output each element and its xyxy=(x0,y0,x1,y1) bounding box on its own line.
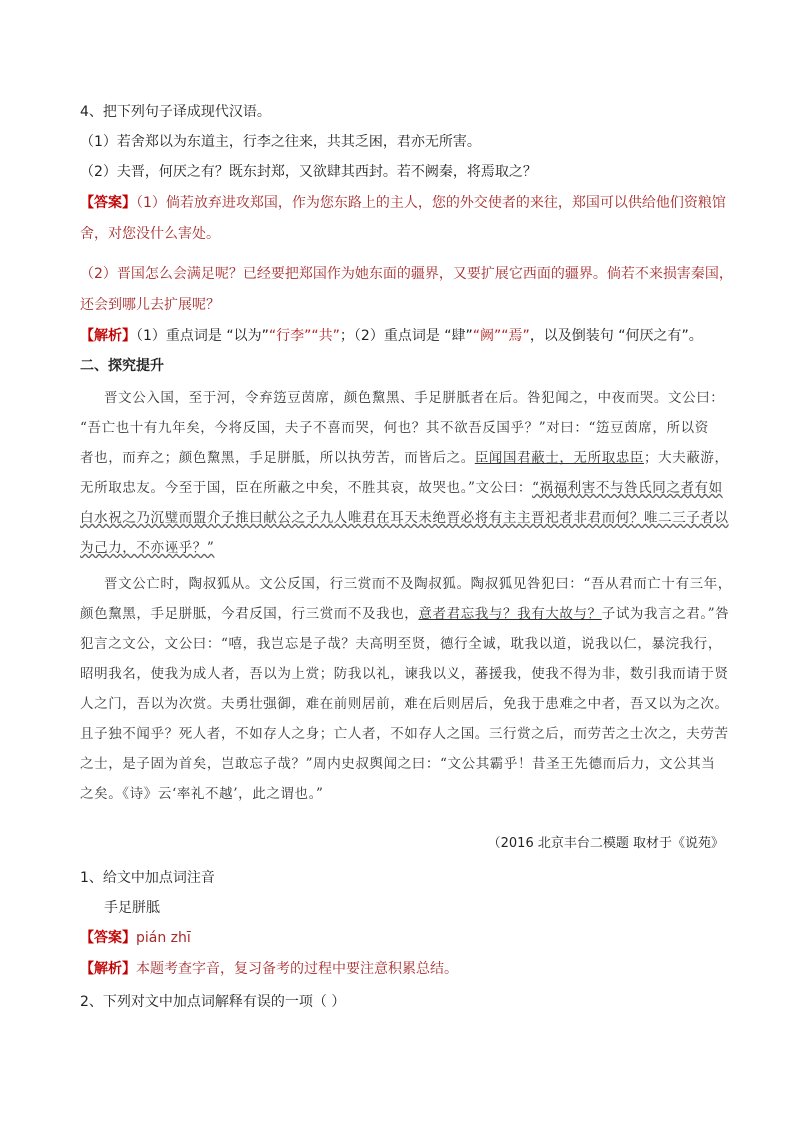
passage-line: “吾亡也十有九年矣，今将反国，夫子不喜而哭，何也？其不欲吾反国乎？”对曰：“笾豆茵席，所以资 xyxy=(80,420,709,436)
passage-line: 晋文公入国，至于河，令弃笾豆茵席，颜色黧黑、手足胼胝者在后。咎犯闻之，中夜而哭。文公曰： xyxy=(104,390,725,406)
passage-line: 人之门，吾以为次赏。夫勇壮强御，难在前则居前，难在后则居后，免我于患难之中者，吾又以为之次。 xyxy=(80,696,729,712)
question-4-analysis xyxy=(80,326,724,346)
analysis-part-2: ；（2）重点词是 “肆” xyxy=(339,328,473,344)
analysis-keyword-1: “行李” xyxy=(268,328,312,344)
passage-underlined-text: 意者君忘我与？我有大故与？ xyxy=(418,606,602,622)
answer-text: （1）倘若放弃进攻郑国，作为您东路上的主人，您的外交使者的来往，郑国可以供给他们资粮馆 xyxy=(136,195,726,211)
passage-line: 之矣。《诗》云‘率礼不越’，此之谓也。” xyxy=(80,786,324,802)
passage-text: 者也，而弃之；颜色黧黑，手足胼胝，所以执劳苦，而皆后之。 xyxy=(80,450,475,466)
analysis-part-3: ，以及倒装句 “何厌之有”。 xyxy=(529,328,703,344)
passage-wavy-underlined-text: 为己力，不亦诬乎？” xyxy=(80,540,215,556)
passage-line: 且子独不闻乎？死人者，不如存人之身；亡人者，不如存人之国。三行赏之后，而劳苦之士次之，夫劳苦 xyxy=(80,726,729,742)
passage-line xyxy=(80,538,724,558)
passage-line: 之士，是子固为首矣，岂敢忘子哉？”周内史叔舆闻之曰：“文公其霸乎！昔圣王先德而后力，文公其当 xyxy=(80,756,716,772)
answer-text: pián zhī xyxy=(136,930,191,946)
question-1-analysis xyxy=(80,959,724,979)
question-1-answer xyxy=(80,928,724,948)
section-2-heading: 二、探究提升 xyxy=(80,358,164,374)
passage-wavy-underlined-text: “祸福利害不与咎氏同之者有如 xyxy=(531,480,723,496)
question-2-title: 2、下列对文中加点词解释有误的一项（ ） xyxy=(80,994,346,1010)
question-1-word: 手足胼胝 xyxy=(104,900,160,916)
question-4-answer-line-3: （2）晋国怎么会满足呢？已经要把郑国作为她东面的疆界，又要扩展它西面的疆界。倘若不来损害秦国， xyxy=(80,266,733,282)
passage-line xyxy=(80,448,729,468)
question-4-sentence-2: （2）夫晋，何厌之有？既东封郑，又欲肆其西封。若不阙秦，将焉取之？ xyxy=(80,164,537,180)
question-1-title: 1、给文中加点词注音 xyxy=(80,870,215,886)
question-4-answer-line-1 xyxy=(80,193,724,213)
passage-line: 昭明我名，使我为成人者，吾以为上赏；防我以礼，谏我以义，蕃援我，使我不得为非，数引我而请于贤 xyxy=(80,666,729,682)
passage-line xyxy=(80,604,730,624)
analysis-keyword-2: “共” xyxy=(311,328,340,344)
passage-source: （2016 北京丰台二模题 取材于《说苑》 xyxy=(487,836,724,851)
passage-line: 晋文公亡时，陶叔狐从。文公反国，行三赏而不及陶叔狐。陶叔狐见咎犯曰：“吾从君而亡十有三年， xyxy=(104,576,732,592)
analysis-text: 本题考查字音，复习备考的过程中要注意积累总结。 xyxy=(136,961,458,977)
passage-text: 颜色黧黑，手足胼胝，今君反国，行三赏而不及我也， xyxy=(80,606,419,622)
answer-tag: 【答案】 xyxy=(80,195,136,211)
analysis-keyword-4: “焉” xyxy=(501,328,530,344)
question-4-answer-line-2: 舍，对您没什么害处。 xyxy=(80,226,220,242)
analysis-tag: 【解析】 xyxy=(80,328,136,344)
passage-text: 无所取忠友。今至于国，臣在所蔽之中矣，不胜其哀，故哭也。”文公曰： xyxy=(80,480,532,496)
question-4-answer-line-4: 还会到哪儿去扩展呢？ xyxy=(80,297,220,313)
passage-line: 犯言之文公，文公曰：“嘻，我岂忘是子哉？夫高明至贤，德行全诚，耽我以道，说我以仁，暴浣我行， xyxy=(80,636,722,652)
question-4-title: 4、把下列句子译成现代汉语。 xyxy=(80,104,271,120)
question-4-sentence-1: （1）若舍郑以为东道主，行李之往来，共其乏困，君亦无所害。 xyxy=(80,134,481,150)
passage-line xyxy=(80,478,724,498)
analysis-keyword-3: “阙” xyxy=(472,328,502,344)
analysis-part-1: （1）重点词是 “以为” xyxy=(136,328,269,344)
passage-wavy-underlined-line: 白水祝之乃沉璧而盟介子推曰献公之子九人唯君在耳天未绝晋必将有主主晋祀者非君而何？唯二三子者以 xyxy=(80,510,729,526)
answer-tag: 【答案】 xyxy=(80,930,136,946)
passage-text: 子试为我言之君。”咎 xyxy=(601,606,730,622)
analysis-tag: 【解析】 xyxy=(80,961,136,977)
passage-text: ；大夫蔽游， xyxy=(644,450,729,466)
passage-underlined-text: 臣闻国君蔽士，无所取忠臣 xyxy=(474,450,645,466)
